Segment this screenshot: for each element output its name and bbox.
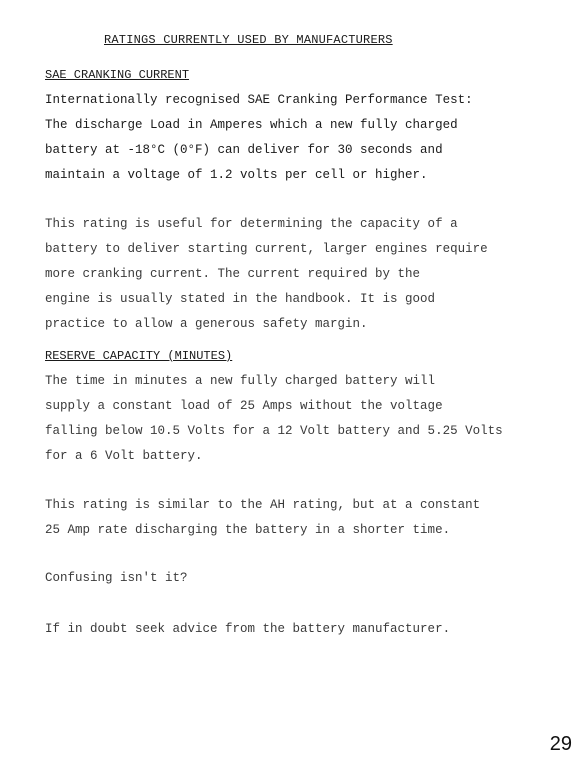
- closing-question: [45, 566, 565, 591]
- text-line: supply a constant load of 25 Amps without the voltage: [45, 399, 443, 413]
- paragraph-reserve-comparison: [45, 493, 565, 543]
- text-line: more cranking current. The current required by the: [45, 267, 421, 281]
- text-line: Internationally recognised SAE Cranking Performance Test:: [45, 93, 473, 107]
- paragraph-sae-definition: [45, 88, 565, 188]
- text-line: Confusing isn't it?: [45, 571, 188, 585]
- text-line: practice to allow a generous safety margin.: [45, 317, 368, 331]
- closing-advice: [45, 617, 565, 642]
- text-line: battery at -18°C (0°F) can deliver for 30 seconds and: [45, 143, 443, 157]
- paragraph-reserve-definition: [45, 369, 565, 469]
- heading-reserve-capacity: RESERVE CAPACITY (MINUTES): [45, 349, 233, 363]
- paragraph-sae-usage: [45, 212, 565, 337]
- heading-sae-cranking-current: SAE CRANKING CURRENT: [45, 68, 190, 82]
- text-line: for a 6 Volt battery.: [45, 449, 203, 463]
- text-line: battery to deliver starting current, larger engines require: [45, 242, 488, 256]
- text-line: The time in minutes a new fully charged battery will: [45, 374, 436, 388]
- text-line: This rating is useful for determining the capacity of a: [45, 217, 458, 231]
- text-line: This rating is similar to the AH rating, but at a constant: [45, 498, 481, 512]
- text-line: The discharge Load in Amperes which a new fully charged: [45, 118, 458, 132]
- text-line: falling below 10.5 Volts for a 12 Volt battery and 5.25 Volts: [45, 424, 503, 438]
- page-number: 29: [549, 733, 572, 755]
- page-title: RATINGS CURRENTLY USED BY MANUFACTURERS: [104, 33, 393, 47]
- text-line: If in doubt seek advice from the battery manufacturer.: [45, 622, 451, 636]
- text-line: engine is usually stated in the handbook. It is good: [45, 292, 436, 306]
- text-line: 25 Amp rate discharging the battery in a shorter time.: [45, 523, 451, 537]
- text-line: maintain a voltage of 1.2 volts per cell or higher.: [45, 168, 428, 182]
